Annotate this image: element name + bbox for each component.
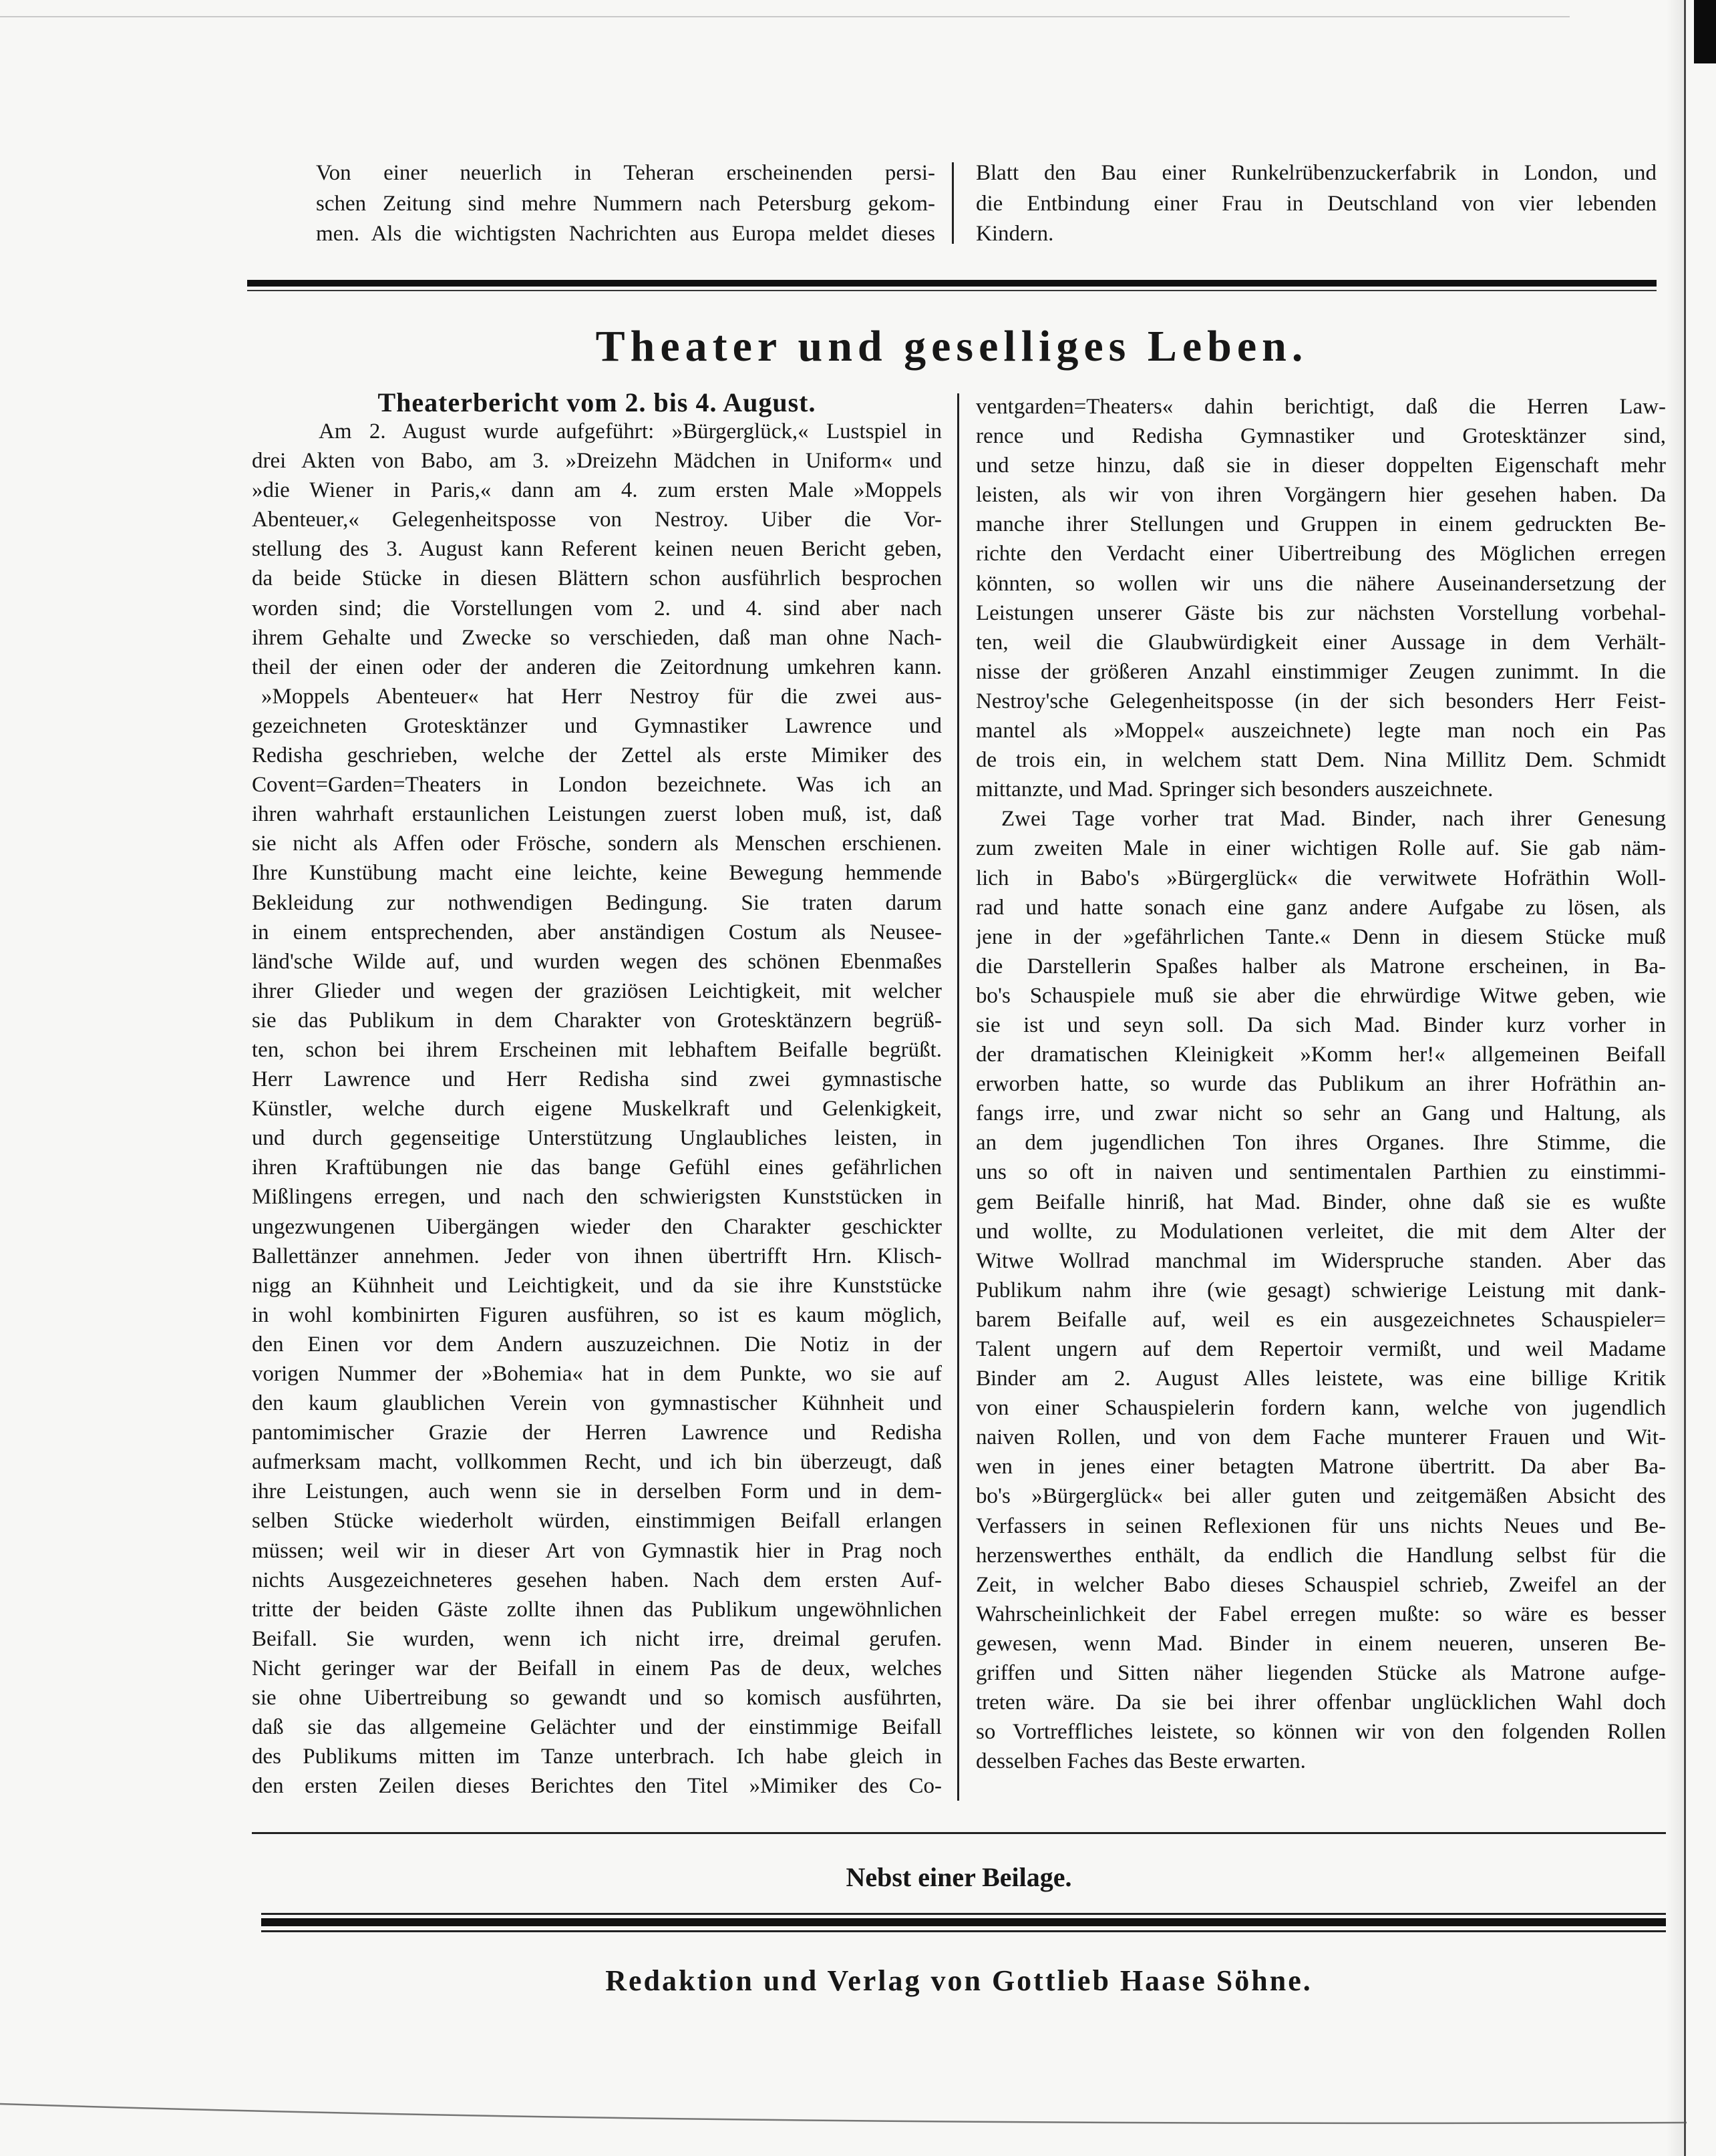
closing-rule xyxy=(252,1832,1666,1834)
right-column-line: Binder am 2. August Alles leistete, was eine billige Kritik xyxy=(976,1367,1666,1391)
left-column-line: Künstler, welche durch eigene Muskelkraft und Gelenkigkeit, xyxy=(252,1097,942,1121)
left-column-line: in wohl kombinirten Figuren ausführen, so ist es kaum möglich, xyxy=(252,1302,942,1327)
right-column-line: leisten, als wir von ihren Vorgängern hier gesehen haben. Da xyxy=(976,483,1666,508)
left-column-line: Herr Lawrence und Herr Redisha sind zwei gymnastische xyxy=(252,1067,942,1092)
left-column-line: Covent=Garden=Theaters in London bezeichnete. Was ich an xyxy=(252,773,942,797)
left-column-line: Mißlingens erregen, und nach den schwierigsten Kunststücken in xyxy=(252,1185,942,1210)
left-column-line: des Publikums mitten im Tanze unterbrach. Ich habe gleich in xyxy=(252,1745,942,1769)
right-column-line: ventgarden=Theaters« dahin berichtigt, daß die Herren Law- xyxy=(976,395,1666,419)
left-column-line: pantomimischer Grazie der Herren Lawrence und Redisha xyxy=(252,1421,942,1445)
right-column-line: und wollte, zu Modulationen verleitet, die mit dem Alter der xyxy=(976,1219,1666,1244)
left-column-line: länd'sche Wilde auf, und wurden wegen des schönen Ebenmaßes xyxy=(252,949,942,974)
right-column-line: zum zweiten Male in einer wichtigen Rolle auf. Sie gab näm- xyxy=(976,836,1666,861)
page-bottom-edge-line xyxy=(0,2104,1687,2123)
right-column-line: die Darstellerin Spaßes halber als Matrone erscheinen, in Ba- xyxy=(976,954,1666,978)
right-column-line: Zeit, in welcher Babo dieses Schauspiel schrieb, Zweifel an der xyxy=(976,1572,1666,1597)
right-column-line: an dem jugendlichen Ton ihres Organes. Ihre Stimme, die xyxy=(976,1131,1666,1155)
scan-corner-block xyxy=(1694,0,1716,63)
top-notice-line: Blatt den Bau einer Runkelrübenzuckerfabrik in London, und xyxy=(976,161,1657,185)
right-column-line: mantel als »Moppel« auszeichnete) legte man noch ein Pas xyxy=(976,719,1666,743)
right-column-line: naiven Rollen, und von dem Fache munterer Frauen und Wit- xyxy=(976,1425,1666,1450)
left-column-line: ihren wahrhaft erstaunlichen Leistungen zuerst loben muß, ist, daß xyxy=(252,802,942,827)
left-column-line: ten, schon bei ihrem Erscheinen mit lebhaftem Beifalle begrüßt. xyxy=(252,1037,942,1062)
left-column-line: in einem entsprechenden, aber anständigen Costum als Neusee- xyxy=(252,920,942,944)
right-column-line: Wahrscheinlichkeit der Fabel erregen mußte: so wäre es besser xyxy=(976,1602,1666,1626)
left-column-line: ihrem Gehalte und Zwecke so verschieden, daß man ohne Nach- xyxy=(252,625,942,650)
left-column-line: Ihre Kunstübung macht eine leichte, keine Bewegung hemmende xyxy=(252,861,942,886)
left-column-line: ihren Kraftübungen nie das bange Gefühl eines gefährlichen xyxy=(252,1155,942,1180)
right-column-line: der dramatischen Kleinigkeit »Komm her!« allgemeinen Beifall xyxy=(976,1043,1666,1067)
left-column-line: theil der einen oder der anderen die Zeitordnung umkehren kann. xyxy=(252,655,942,679)
right-column-line: rad und hatte sonach eine ganz andere Aufgabe zu lösen, als xyxy=(976,895,1666,920)
imprint: Redaktion und Verlag von Gottlieb Haase Söhne. xyxy=(605,1964,1313,1997)
right-column-line: jene in der »gefährlichen Tante.« Denn in diesem Stücke muß xyxy=(976,924,1666,949)
left-column-line: Abenteuer,« Gelegenheitsposse von Nestroy. Uiber die Vor- xyxy=(252,508,942,532)
right-column-line: herzenswerthes enthält, da endlich die Handlung selbst für die xyxy=(976,1543,1666,1568)
left-column-line: aufmerksam macht, vollkommen Recht, und ich bin überzeugt, daß xyxy=(252,1450,942,1475)
left-column-line: den ersten Zeilen dieses Berichtes den Titel »Mimiker des Co- xyxy=(252,1774,942,1799)
right-column-line: treten wäre. Da sie bei ihrer offenbar unglücklichen Wahl doch xyxy=(976,1690,1666,1715)
right-column-line: Verfassers in seinen Reflexionen für uns nichts Neues und Be- xyxy=(976,1513,1666,1538)
left-column-line: Redisha geschrieben, welche der Zettel als erste Mimiker des xyxy=(252,743,942,768)
left-column-line: Bekleidung zur nothwendigen Bedingung. Sie traten darum xyxy=(252,890,942,915)
top-notice-right-column xyxy=(976,158,1657,250)
left-column-line: sie ohne Uibertreibung so gewandt und so komisch ausführten, xyxy=(252,1686,942,1711)
right-column-line: uns so oft in naiven und sentimentalen Parthien zu einstimmi- xyxy=(976,1160,1666,1185)
supplement-note: Nebst einer Beilage. xyxy=(846,1862,1072,1892)
article-heading: Theaterbericht vom 2. bis 4. August. xyxy=(377,387,816,417)
right-column-line: Leistungen unserer Gäste bis zur nächsten Vorstellung vorbehal- xyxy=(976,600,1666,625)
page-bottom-edge xyxy=(0,2084,1690,2137)
right-column-line: de trois ein, in welchem statt Dem. Nina Millitz Dem. Schmidt xyxy=(976,748,1666,773)
left-column-line: »Moppels Abenteuer« hat Herr Nestroy für die zwei aus- xyxy=(261,684,942,709)
right-column-line: rence und Redisha Gymnastiker und Grotesktänzer sind, xyxy=(976,424,1666,449)
top-notice-line: men. Als die wichtigsten Nachrichten aus Europa meldet dieses xyxy=(316,222,935,246)
left-column-line: den Einen vor dem Andern auszuzeichnen. Die Notiz in der xyxy=(252,1332,942,1357)
left-column-line: vorigen Nummer der »Bohemia« hat in dem Punkte, wo sie auf xyxy=(252,1362,942,1386)
right-column-line: desselben Faches das Beste erwarten. xyxy=(976,1749,1306,1774)
top-notice-line: schen Zeitung sind mehre Nummern nach Petersburg gekom- xyxy=(316,191,935,216)
left-column-line: müssen; weil wir in dieser Art von Gymnastik hier in Prag noch xyxy=(252,1538,942,1563)
left-column-line: stellung des 3. August kann Referent keinen neuen Bericht geben, xyxy=(252,537,942,562)
top-notice-line: die Entbindung einer Frau in Deutschland von vier lebenden xyxy=(976,191,1657,216)
left-column-line: selben Stücke wiederholt würden, einstimmigen Beifall erlangen xyxy=(252,1509,942,1534)
left-column-line: ihrer Glieder und wegen der graziösen Leichtigkeit, mit welcher xyxy=(252,978,942,1003)
left-column-line: da beide Stücke in diesen Blättern schon ausführlich besprochen xyxy=(252,566,942,591)
left-column-line: Beifall. Sie wurden, wenn ich nicht irre, dreimal gerufen. xyxy=(252,1626,942,1651)
left-column-line: Ballettänzer annehmen. Jeder von ihnen übertrifft Hrn. Klisch- xyxy=(252,1244,942,1268)
left-column-line: tritte der beiden Gäste zollte ihnen das Publikum ungewöhnlichen xyxy=(252,1597,942,1622)
imprint-rule-top xyxy=(261,1913,1666,1915)
left-column-line: ungezwungenen Uibergängen wieder den Charakter geschickter xyxy=(252,1214,942,1239)
right-column-line: sie ist und seyn soll. Da sich Mad. Binder kurz vorher in xyxy=(976,1013,1666,1037)
left-column-line: sie nicht als Affen oder Frösche, sondern als Menschen erschienen. xyxy=(252,832,942,856)
imprint-rule-bottom xyxy=(261,1930,1666,1932)
left-column-line: gezeichneten Grotesktänzer und Gymnastiker Lawrence und xyxy=(252,713,942,738)
left-column-line: sie das Publikum in dem Charakter von Grotesktänzern begrüß- xyxy=(252,1008,942,1033)
right-column-line: könnten, so wollen wir uns die nähere Auseinandersetzung der xyxy=(976,571,1666,596)
right-column-line: ten, weil die Glaubwürdigkeit einer Aussage in dem Verhält- xyxy=(976,630,1666,655)
right-column-line: nisse der größeren Anzahl einstimmiger Zeugen zunimmt. In die xyxy=(976,659,1666,684)
article-left-column xyxy=(252,417,942,1801)
left-column-line: den kaum glaublichen Verein von gymnastischer Kühnheit und xyxy=(252,1391,942,1416)
left-column-line: Am 2. August wurde aufgeführt: »Bürgerglück,« Lustspiel in xyxy=(319,419,942,443)
right-column-line: barem Beifalle auf, weil es ein ausgezeichnetes Schauspieler= xyxy=(976,1307,1666,1332)
top-notice-line: Von einer neuerlich in Teheran erscheinenden persi- xyxy=(316,161,935,185)
right-column-line: bo's »Bürgerglück« bei aller guten und zeitgemäßen Absicht des xyxy=(976,1484,1666,1509)
column-divider xyxy=(957,393,959,1801)
right-column-line: richte den Verdacht einer Uibertreibung des Möglichen erregen xyxy=(976,542,1666,566)
left-column-line: ihre Leistungen, auch wenn sie in derselben Form und in dem- xyxy=(252,1479,942,1504)
top-notice-left-column xyxy=(316,158,935,250)
right-column-line: Witwe Wollrad manchmal im Widerspruche standen. Aber das xyxy=(976,1248,1666,1273)
gutter-shadow xyxy=(1666,0,1683,2156)
top-column-divider xyxy=(952,162,954,244)
top-notice-line: Kindern. xyxy=(976,222,1054,246)
left-column-line: und durch gegenseitige Unterstützung Unglaubliches leisten, in xyxy=(252,1126,942,1151)
section-rule-thin xyxy=(247,290,1657,291)
left-column-line: drei Akten von Babo, am 3. »Dreizehn Mädchen in Uniform« und xyxy=(252,449,942,474)
right-column-line: lich in Babo's »Bürgerglück« die verwitwete Hofräthin Woll- xyxy=(976,866,1666,890)
left-column-line: nigg an Kühnheit und Leichtigkeit, und da sie ihre Kunststücke xyxy=(252,1273,942,1298)
right-column-line: mittanzte, und Mad. Springer sich besonders auszeichnete. xyxy=(976,777,1494,802)
right-column-line: Talent ungern auf dem Repertoir vermißt, und weil Madame xyxy=(976,1337,1666,1361)
right-column-line: bo's Schauspiele muß sie aber die ehrwürdige Witwe geben, wie xyxy=(976,983,1666,1008)
left-column-line: worden sind; die Vorstellungen vom 2. und 4. sind aber nach xyxy=(252,596,942,620)
page-edge-line xyxy=(1684,0,1686,2156)
right-column-line: Publikum nahm ihre (wie gesagt) schwierige Leistung mit dank- xyxy=(976,1278,1666,1302)
left-column-line: Nicht geringer war der Beifall in einem Pas de deux, welches xyxy=(252,1656,942,1680)
right-column-line: Nestroy'sche Gelegenheitsposse (in der sich besonders Herr Feist- xyxy=(976,689,1666,713)
right-column-line: wen in jenes einer betagten Matrone übertritt. Da aber Ba- xyxy=(976,1455,1666,1479)
article-right-column xyxy=(976,392,1666,1776)
right-column-line: manche ihrer Stellungen und Gruppen in einem gedruckten Be- xyxy=(976,512,1666,537)
right-column-line: gem Beifalle hinriß, hat Mad. Binder, ohne daß sie es wußte xyxy=(976,1190,1666,1214)
right-column-line: Zwei Tage vorher trat Mad. Binder, nach ihrer Genesung xyxy=(1001,807,1666,832)
right-column-line: gewesen, wenn Mad. Binder in einem neueren, unseren Be- xyxy=(976,1631,1666,1656)
left-column-line: »die Wiener in Paris,« dann am 4. zum ersten Male »Moppels xyxy=(252,478,942,503)
section-rule-thick xyxy=(247,280,1657,287)
imprint-rule-thick xyxy=(261,1918,1666,1926)
right-column-line: griffen und Sitten näher liegenden Stücke als Matrone aufge- xyxy=(976,1661,1666,1686)
left-column-line: nichts Ausgezeichneteres gesehen haben. Nach dem ersten Auf- xyxy=(252,1568,942,1592)
right-column-line: erworben hatte, so wurde das Publikum an ihrer Hofräthin an- xyxy=(976,1072,1666,1097)
right-column-line: und setze hinzu, daß sie in dieser doppelten Eigenschaft mehr xyxy=(976,454,1666,478)
section-title: Theater und geselliges Leben. xyxy=(595,322,1309,371)
right-column-line: von einer Schauspielerin fordern kann, welche von jugendlich xyxy=(976,1396,1666,1421)
left-column-line: daß sie das allgemeine Gelächter und der einstimmige Beifall xyxy=(252,1715,942,1740)
right-column-line: fangs irre, und zwar nicht so sehr an Gang und Haltung, als xyxy=(976,1101,1666,1126)
right-column-line: so Vortreffliches leistete, so können wir von den folgenden Rollen xyxy=(976,1720,1666,1745)
scan-top-line xyxy=(0,16,1570,17)
